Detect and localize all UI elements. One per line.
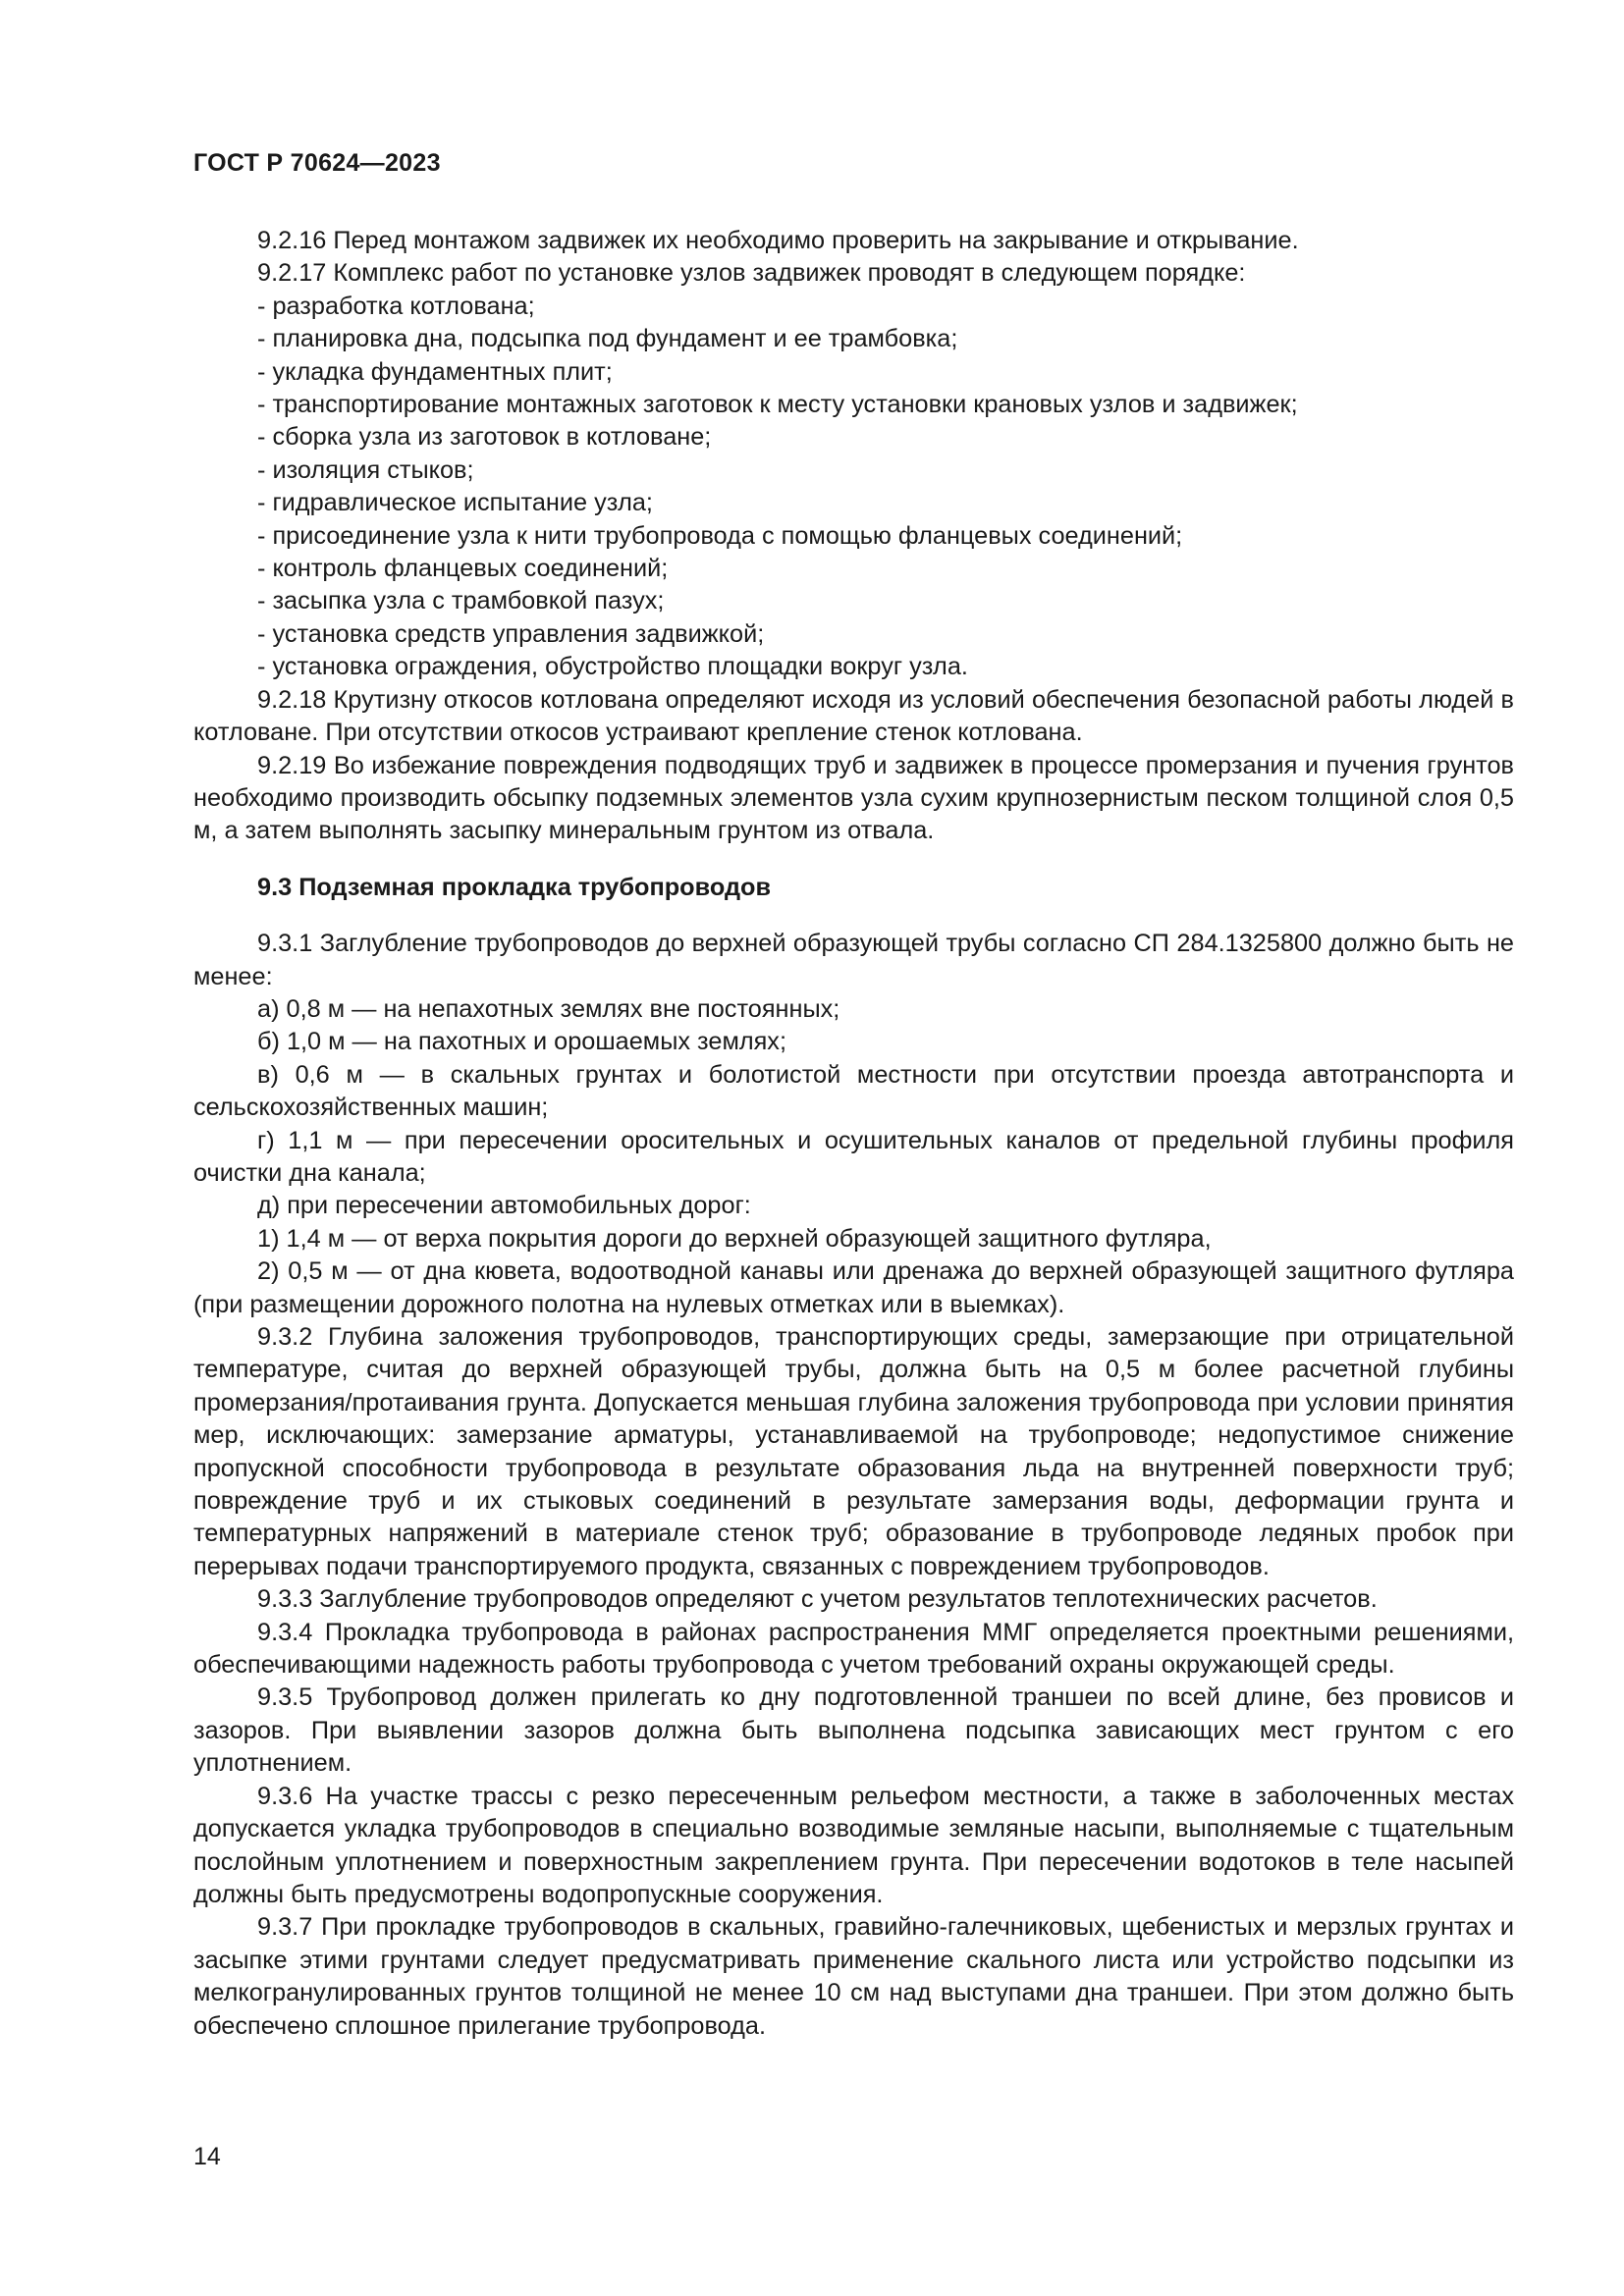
list-item-g: г) 1,1 м — при пересечении оросительных и осушительных каналов от предельной глубины профиля очистки дна канала; xyxy=(193,1126,1514,1187)
paragraph-9-2-18: 9.2.18 Крутизну откосов котлована определяют исходя из условий обеспечения безопасной работы людей в котловане. При отсутствии откосов устраивают крепление стенок котлована. xyxy=(193,685,1514,747)
paragraph-9-3-5: 9.3.5 Трубопровод должен прилегать ко дну подготовленной траншеи по всей длине, без провисов и зазоров. При выявлении зазоров должна быть выполнена подсыпка зависающих мест грунтом с его уплотнением. xyxy=(193,1683,1514,1778)
paragraph-9-3-2: 9.3.2 Глубина заложения трубопроводов, транспортирующих среды, замерзающие при отрицательной температуре, считая до верхней образующей трубы, должна быть на 0,5 м более расчетной глубины промерзания/протаивания грунта. Допускается меньшая глубина заложения трубопровода при условии принятия мер, исключающих: замерзание арматуры, устанавливаемой на трубопроводе; недопустимое снижение пропускной способности трубопровода в результате образования льда на внутренней поверхности труб; повреждение труб и их стыковых соединений в результате замерзания воды, деформации грунта и температурных напряжений в материале стенок труб; образование в трубопроводе ледяных пробок при перерывах подачи транспортируемого продукта, связанных с повреждением трубопроводов. xyxy=(193,1323,1514,1580)
list-item-2: 2) 0,5 м — от дна кювета, водоотводной канавы или дренажа до верхней образующей защитного футляра (при размещении дорожного полотна на нулевых отметках или в выемках). xyxy=(193,1257,1514,1318)
document-number-header: ГОСТ Р 70624—2023 xyxy=(193,149,441,177)
list-item-d: д) при пересечении автомобильных дорог: xyxy=(257,1192,751,1220)
list-item: - установка ограждения, обустройство площадки вокруг узла. xyxy=(257,653,968,681)
paragraph-9-2-19: 9.2.19 Во избежание повреждения подводящих труб и задвижек в процессе промерзания и пучения грунтов необходимо производить обсыпку подземных элементов узла сухим крупнозернистым песком толщиной слоя 0,5 м, а затем выполнять засыпку минеральным грунтом из отвала. xyxy=(193,751,1514,845)
list-item: - транспортирование монтажных заготовок к месту установки крановых узлов и задвижек; xyxy=(257,391,1298,419)
paragraph-9-3-1: 9.3.1 Заглубление трубопроводов до верхней образующей трубы согласно СП 284.1325800 должно быть не менее: xyxy=(193,930,1514,990)
list-item: - сборка узла из заготовок в котловане; xyxy=(257,423,712,452)
list-item: - гидравлическое испытание узла; xyxy=(257,489,653,517)
list-item: - контроль фланцевых соединений; xyxy=(257,555,669,583)
list-item-1: 1) 1,4 м — от верха покрытия дороги до верхней образующей защитного футляра, xyxy=(257,1224,1212,1253)
paragraph-9-2-16: 9.2.16 Перед монтажом задвижек их необходимо проверить на закрывание и открывание. xyxy=(257,227,1299,254)
list-item: - присоединение узла к нити трубопровода с помощью фланцевых соединений; xyxy=(257,521,1183,550)
section-heading-9-3: 9.3 Подземная прокладка трубопроводов xyxy=(257,873,772,901)
list-item: - засыпка узла с трамбовкой пазух; xyxy=(257,587,665,615)
page-number: 14 xyxy=(193,2143,221,2170)
list-item: - разработка котлована; xyxy=(257,292,535,320)
list-item: - установка средств управления задвижкой; xyxy=(257,619,765,648)
list-item: - планировка дна, подсыпка под фундамент и ее трамбовка; xyxy=(257,325,958,353)
paragraph-9-2-17: 9.2.17 Комплекс работ по установке узлов задвижек проводят в следующем порядке: xyxy=(257,259,1246,288)
paragraph-9-3-3: 9.3.3 Заглубление трубопроводов определяют с учетом результатов теплотехнических расчетов. xyxy=(257,1585,1378,1614)
list-item-v: в) 0,6 м — в скальных грунтах и болотистой местности при отсутствии проезда автотранспорта и сельскохозяйственных машин; xyxy=(193,1060,1514,1122)
list-item: - укладка фундаментных плит; xyxy=(257,357,613,386)
list-item-a: а) 0,8 м — на непахотных землях вне постоянных; xyxy=(257,994,840,1023)
list-item-b: б) 1,0 м — на пахотных и орошаемых землях; xyxy=(257,1028,786,1056)
paragraph-9-3-4: 9.3.4 Прокладка трубопровода в районах распространения ММГ определяется проектными решениями, обеспечивающими надежность работы трубопровода с учетом требований охраны окружающей среды. xyxy=(193,1618,1514,1680)
paragraph-9-3-6: 9.3.6 На участке трассы с резко пересеченным рельефом местности, а также в заболоченных местах допускается укладка трубопроводов в специально возводимые земляные насыпи, выполняемые с тщательным послойным уплотнением и поверхностным закреплением грунта. При пересечении водотоков в теле насыпей должны быть предусмотрены водопропускные сооружения. xyxy=(193,1782,1514,1908)
document-body xyxy=(193,225,1514,2043)
list-item: - изоляция стыков; xyxy=(257,455,474,484)
paragraph-9-3-7: 9.3.7 При прокладке трубопроводов в скальных, гравийно-галечниковых, щебенистых и мерзлых грунтах и засыпке этими грунтами следует предусматривать применение скального листа или устройство подсыпки из мелкогранулированных грунтов толщиной не менее 10 см над выступами дна траншеи. При этом должно быть обеспечено сплошное прилегание трубопровода. xyxy=(193,1913,1514,2040)
